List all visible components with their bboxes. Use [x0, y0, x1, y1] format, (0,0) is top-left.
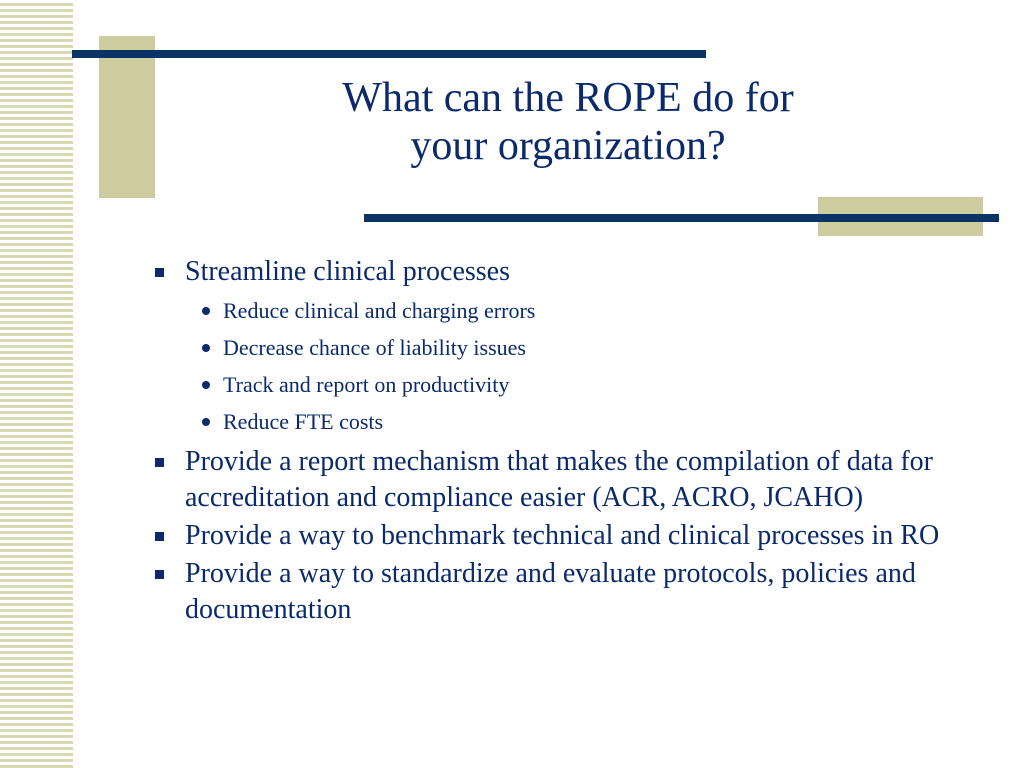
sub-bullet-item: [185, 329, 970, 366]
round-bullet-icon: [202, 344, 210, 352]
accent-block-top: [99, 36, 155, 198]
slide-title-line-2: your organization?: [410, 123, 726, 169]
sub-bullet-text: Track and report on productivity: [223, 372, 510, 397]
sub-bullet-text: Reduce FTE costs: [223, 409, 384, 434]
sub-bullet-list: [185, 292, 970, 440]
bullet-list: [150, 254, 970, 630]
sub-bullet-text: Decrease chance of liability issues: [223, 335, 526, 360]
round-bullet-icon: [202, 307, 210, 315]
bullet-item: [150, 254, 970, 440]
bullet-text: Provide a way to standardize and evaluate protocols, policies and documentation: [185, 558, 916, 625]
bullet-text: Provide a way to benchmark technical and clinical processes in RO: [185, 520, 940, 551]
slide-title: [210, 74, 926, 170]
bottom-rule-line: [364, 214, 999, 222]
bullet-text: Streamline clinical processes: [185, 256, 510, 287]
round-bullet-icon: [202, 381, 210, 389]
sub-bullet-text: Reduce clinical and charging errors: [223, 298, 536, 323]
bullet-item: [150, 556, 970, 628]
square-bullet-icon: [155, 570, 164, 579]
top-rule-line: [72, 50, 706, 58]
square-bullet-icon: [155, 532, 164, 541]
slide-title-line-1: What can the ROPE do for: [342, 75, 794, 121]
decorative-stripe-band: [0, 0, 73, 768]
sub-bullet-item: [185, 366, 970, 403]
round-bullet-icon: [202, 418, 210, 426]
sub-bullet-item: [185, 403, 970, 440]
bullet-item: [150, 444, 970, 516]
sub-bullet-item: [185, 292, 970, 329]
square-bullet-icon: [155, 458, 164, 467]
bullet-text: Provide a report mechanism that makes the compilation of data for accreditation and compliance easier (ACR, ACRO, JCAHO): [185, 446, 933, 513]
square-bullet-icon: [155, 268, 164, 277]
bullet-item: [150, 518, 970, 554]
